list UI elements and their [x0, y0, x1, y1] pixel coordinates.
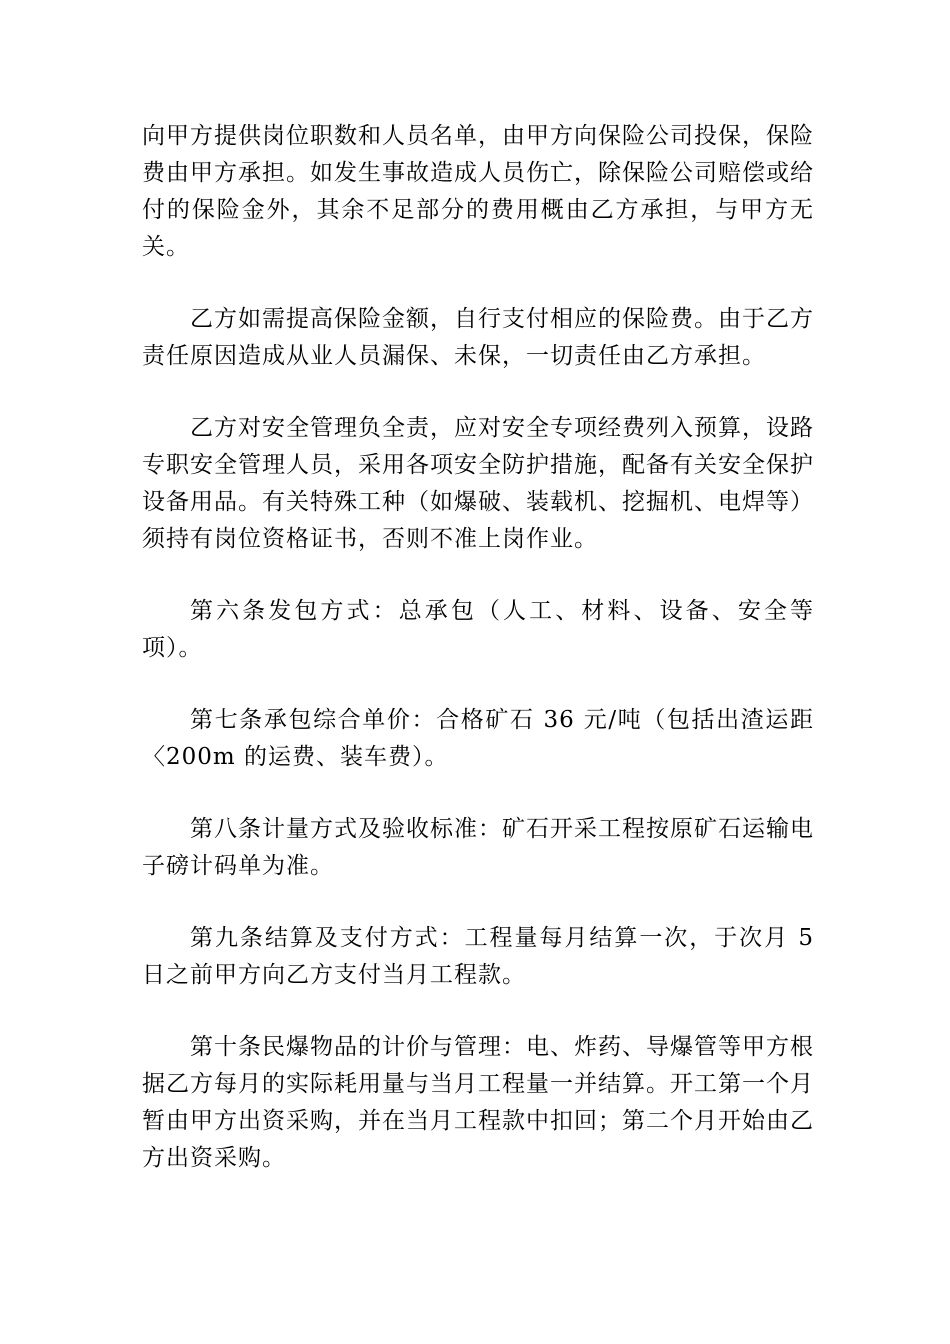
- paragraph-insurance-list: 向甲方提供岗位职数和人员名单，由甲方向保险公司投保，保险费由甲方承担。如发生事故造成人员伤亡，除保险公司赔偿或给付的保险金外，其余不足部分的费用概由乙方承担，与甲方无关。: [142, 123, 814, 260]
- paragraph-article-6: 第六条发包方式：总承包（人工、材料、设备、安全等项）。: [142, 598, 814, 661]
- paragraph-insurance-amount: 乙方如需提高保险金额，自行支付相应的保险费。由于乙方责任原因造成从业人员漏保、未保，一切责任由乙方承担。: [142, 306, 814, 369]
- document-body: [142, 118, 823, 1212]
- paragraph-article-10: 第十条民爆物品的计价与管理：电、炸药、导爆管等甲方根据乙方每月的实际耗用量与当月工程量一并结算。开工第一个月暂由甲方出资采购，并在当月工程款中扣回；第二个月开始由乙方出资采购。: [142, 1034, 814, 1171]
- paragraph-article-9: 第九条结算及支付方式：工程量每月结算一次，于次月 5 日之前甲方向乙方支付当月工程款。: [142, 925, 823, 988]
- paragraph-article-7: 第七条承包综合单价：合格矿石 36 元/吨（包括出渣运距〈200m 的运费、装车费）。: [142, 707, 814, 770]
- paragraph-article-8: 第八条计量方式及验收标准：矿石开采工程按原矿石运输电子磅计码单为准。: [142, 816, 814, 879]
- paragraph-safety-management: 乙方对安全管理负全责，应对安全专项经费列入预算，设路专职安全管理人员，采用各项安全防护措施，配备有关安全保护设备用品。有关特殊工种（如爆破、装载机、挖掘机、电焊等）须持有岗位资格证书，否则不准上岗作业。: [142, 415, 814, 552]
